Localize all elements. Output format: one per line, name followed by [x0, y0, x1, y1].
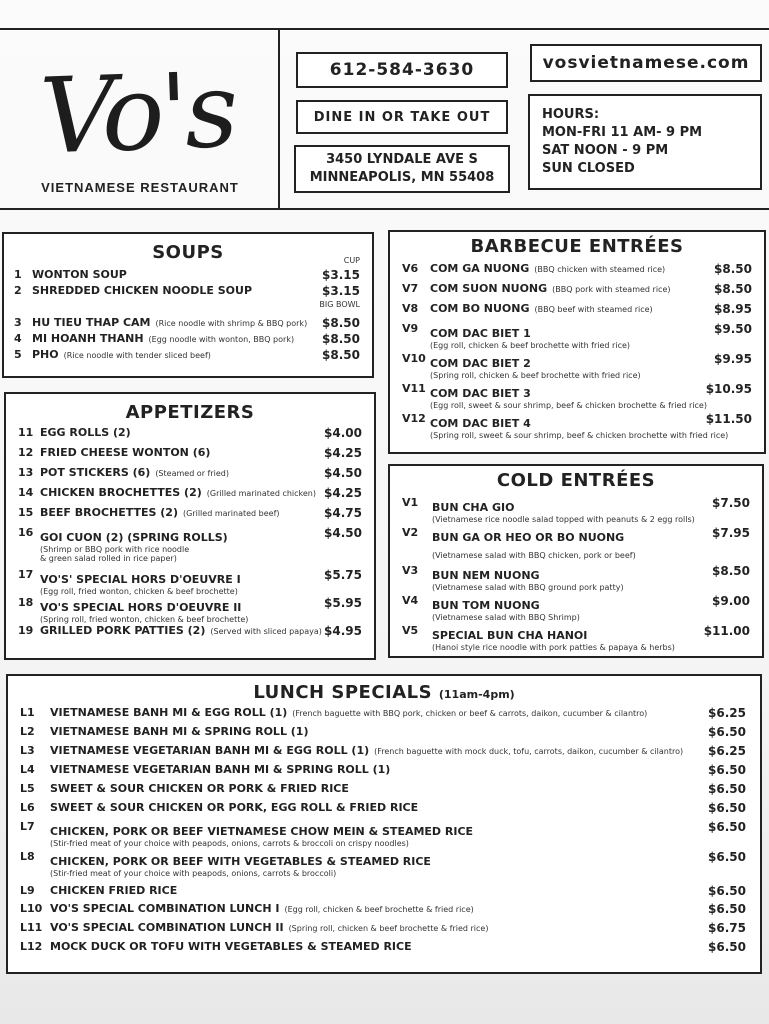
phone-number[interactable]: 612-584-3630	[296, 52, 508, 88]
section-title: BARBECUE ENTRÉES	[470, 236, 684, 257]
logo-subtitle: VIETNAMESE RESTAURANT	[41, 180, 239, 195]
section-title: LUNCH SPECIALS (11am-4pm)	[253, 682, 515, 703]
appetizers-list	[18, 426, 362, 644]
menu-item: L1 VIETNAMESE BANH MI & EGG ROLL (1) (French baguette with BBQ pork, chicken or beef & carrots, daikon, cucumber & cilantro) $6.25	[20, 706, 746, 720]
menu-item: V1 BUN CHA GIO (Vietnamese rice noodle salad topped with peanuts & 2 egg rolls) $7.50	[402, 496, 750, 524]
lunch-hours: (11am-4pm)	[438, 688, 515, 701]
service-type: DINE IN OR TAKE OUT	[296, 100, 508, 134]
menu-item: 19 GRILLED PORK PATTIES (2) (Served with sliced papaya) $4.95	[18, 624, 362, 638]
hours-sunday: SUN CLOSED	[542, 161, 635, 176]
menu-item: V3 BUN NEM NUONG (Vietnamese salad with BBQ ground pork patty) $8.50	[402, 564, 750, 592]
menu-item: L9 CHICKEN FRIED RICE $6.50	[20, 884, 746, 898]
section-lunch-specials	[6, 674, 762, 974]
menu-item: 3 HU TIEU THAP CAM (Rice noodle with shrimp & BBQ pork) $8.50	[14, 316, 360, 330]
menu-item: V10 COM DAC BIET 2 (Spring roll, chicken & beef brochette with fried rice) $9.95	[402, 352, 752, 380]
menu-item: 17 VO'S' SPECIAL HORS D'OEUVRE I (Egg roll, fried wonton, chicken & beef brochette) $5.75	[18, 568, 362, 596]
barbecue-list	[402, 262, 752, 442]
menu-item: 16 GOI CUON (2) (SPRING ROLLS) (Shrimp or BBQ pork with rice noodle & green salad rolled in rice paper) $4.50	[18, 526, 362, 563]
menu-item: V7 COM SUON NUONG (BBQ pork with steamed rice) $8.50	[402, 282, 752, 296]
menu-item: V11 COM DAC BIET 3 (Egg roll, sweet & sour shrimp, beef & chicken brochette & fried rice) $10.95	[402, 382, 752, 410]
menu-item: V4 BUN TOM NUONG (Vietnamese salad with BBQ Shrimp) $9.00	[402, 594, 750, 622]
menu-item: 4 MI HOANH THANH (Egg noodle with wonton, BBQ pork) $8.50	[14, 332, 360, 346]
lunch-list	[20, 706, 746, 959]
section-barbecue-entrees	[388, 230, 766, 454]
menu-item: L4 VIETNAMESE VEGETARIAN BANH MI & SPRING ROLL (1) $6.50	[20, 763, 746, 777]
section-title: COLD ENTRÉES	[496, 470, 656, 491]
menu-item: L11 VO'S SPECIAL COMBINATION LUNCH II (Spring roll, chicken & beef brochette & fried rice) $6.75	[20, 921, 746, 935]
menu-item: L5 SWEET & SOUR CHICKEN OR PORK & FRIED RICE $6.50	[20, 782, 746, 796]
menu-item: 11 EGG ROLLS (2) $4.00	[18, 426, 362, 440]
menu-item: 12 FRIED CHEESE WONTON (6) $4.25	[18, 446, 362, 460]
menu-item: 1 WONTON SOUP $3.15	[14, 268, 360, 282]
menu-item: L8 CHICKEN, PORK OR BEEF WITH VEGETABLES & STEAMED RICE (Stir-fried meat of your choice with peapods, onions, carrots & broccoli) $6.50	[20, 850, 746, 878]
address	[294, 145, 510, 193]
address-line2: MINNEAPOLIS, MN 55408	[309, 170, 495, 185]
hours-box	[528, 94, 762, 190]
menu-item: V9 COM DAC BIET 1 (Egg roll, chicken & beef brochette with fried rice) $9.50	[402, 322, 752, 350]
hours-saturday: SAT NOON - 9 PM	[542, 143, 669, 158]
cold-list	[402, 496, 750, 654]
menu-item: L6 SWEET & SOUR CHICKEN OR PORK, EGG ROLL & FRIED RICE $6.50	[20, 801, 746, 815]
menu-item: V5 SPECIAL BUN CHA HANOI (Hanoi style rice noodle with pork patties & papaya & herbs) $11.00	[402, 624, 750, 652]
menu-item: 15 BEEF BROCHETTES (2) (Grilled marinated beef) $4.75	[18, 506, 362, 520]
logo-box	[0, 30, 280, 208]
menu-item: 13 POT STICKERS (6) (Steamed or fried) $4.50	[18, 466, 362, 480]
menu-item: 2 SHREDDED CHICKEN NOODLE SOUP $3.15	[14, 284, 360, 298]
cup-label: CUP	[343, 256, 360, 265]
menu-item: V2 BUN GA OR HEO OR BO NUONG (Vietnamese salad with BBQ chicken, pork or beef) $7.95	[402, 526, 750, 560]
section-title: APPETIZERS	[125, 402, 255, 423]
hours-title: HOURS:	[542, 107, 600, 122]
menu-item: V12 COM DAC BIET 4 (Spring roll, sweet & sour shrimp, beef & chicken brochette with fried rice) $11.50	[402, 412, 752, 440]
address-line1: 3450 LYNDALE AVE S	[326, 152, 478, 167]
section-soups	[2, 232, 374, 378]
website-link[interactable]: vosvietnamese.com	[530, 44, 762, 82]
hours-weekday: MON-FRI 11 AM- 9 PM	[542, 125, 703, 140]
menu-item: L12 MOCK DUCK OR TOFU WITH VEGETABLES & STEAMED RICE $6.50	[20, 940, 746, 954]
menu-item: 5 PHO (Rice noodle with tender sliced beef) $8.50	[14, 348, 360, 362]
menu-item: 14 CHICKEN BROCHETTES (2) (Grilled marinated chicken) $4.25	[18, 486, 362, 500]
menu-item: 18 VO'S SPECIAL HORS D'OEUVRE II (Spring roll, fried wonton, chicken & beef brochette) $5.95	[18, 596, 362, 624]
restaurant-logo: Vo's	[37, 48, 237, 178]
big-bowl-label: BIG BOWL	[319, 300, 360, 309]
menu-item: V8 COM BO NUONG (BBQ beef with steamed rice) $8.95	[402, 302, 752, 316]
menu-item: L7 CHICKEN, PORK OR BEEF VIETNAMESE CHOW MEIN & STEAMED RICE (Stir-fried meat of your choice with peapods, onions, carrots & broccoli on crispy noodles) $6.50	[20, 820, 746, 848]
menu-item: V6 COM GA NUONG (BBQ chicken with steamed rice) $8.50	[402, 262, 752, 276]
section-cold-entrees	[388, 464, 764, 658]
soups-list	[14, 256, 360, 364]
section-appetizers	[4, 392, 376, 660]
menu-item: L2 VIETNAMESE BANH MI & SPRING ROLL (1) $6.50	[20, 725, 746, 739]
menu-item: L3 VIETNAMESE VEGETARIAN BANH MI & EGG ROLL (1) (French baguette with mock duck, tofu, carrots, daikon, cucumber & cilantro) $6.25	[20, 744, 746, 758]
menu-item: L10 VO'S SPECIAL COMBINATION LUNCH I (Egg roll, chicken & beef brochette & fried rice) $6.50	[20, 902, 746, 916]
section-title: SOUPS	[152, 242, 224, 263]
header	[0, 28, 769, 210]
